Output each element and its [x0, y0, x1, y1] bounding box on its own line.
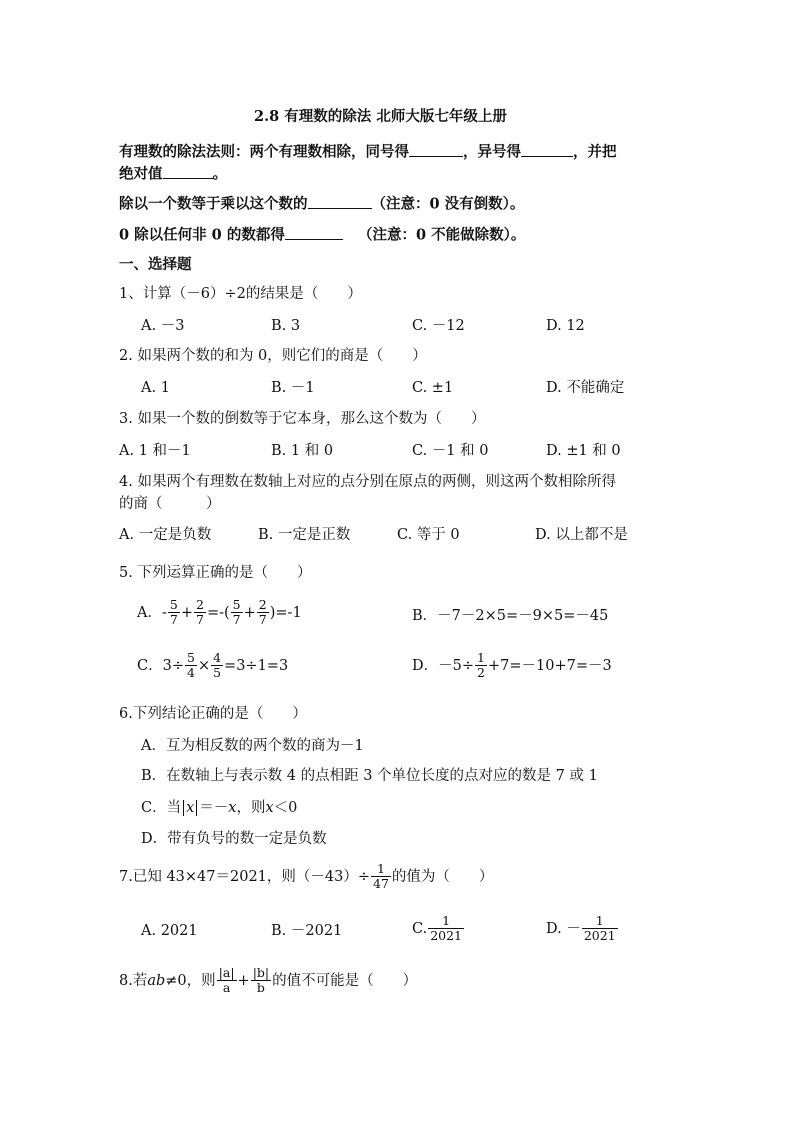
blank-zero[interactable]	[285, 224, 343, 240]
q6-c-label: C．当	[141, 800, 182, 816]
rule-1-text-e: 。	[212, 165, 227, 183]
q6-stem: 6.下列结论正确的是（ ）	[119, 706, 307, 722]
q6-option-d[interactable]: D．带有负号的数一定是负数	[141, 831, 327, 847]
q1-option-b[interactable]: B. 3	[271, 318, 301, 334]
q3-option-a[interactable]: A. 1 和－1	[119, 443, 191, 459]
q7-stem: 7.已知 43×47＝2021，则（－43）÷ $\frac{1}{47}$ 的值为（ ）	[119, 861, 494, 892]
blank-same-sign[interactable]	[409, 141, 463, 157]
q5-a-minus: -	[161, 604, 167, 621]
q1-option-c[interactable]: C. －12	[412, 318, 465, 334]
q2-option-d[interactable]: D. 不能确定	[546, 380, 625, 396]
q2-option-b[interactable]: B. －1	[271, 380, 315, 396]
rule-1-text-c: ，并把	[573, 143, 617, 161]
q5-a-frac-3: $\frac{5}{7}$	[232, 597, 241, 628]
q5-d-label: D．－5÷	[412, 657, 475, 674]
section-heading: 一、选择题	[119, 256, 192, 273]
q5-c-frac-2: $\frac{4}{5}$	[213, 650, 222, 681]
q7-option-b[interactable]: B. －2021	[271, 923, 343, 939]
q4-stem-line2: 的商（ ）	[119, 496, 221, 512]
rule-1-text-d: 绝对值	[119, 165, 163, 183]
rule-1-text-a: 有理数的除法法则：两个有理数相除，同号得	[119, 143, 409, 161]
q4-option-b[interactable]: B. 一定是正数	[258, 527, 351, 543]
q6-option-a[interactable]: A．互为相反数的两个数的商为－1	[141, 738, 364, 754]
q3-option-d[interactable]: D. ±1 和 0	[546, 443, 621, 459]
q7-option-d[interactable]: D. － $\frac{1}{2021}$	[546, 913, 616, 944]
q5-c-frac-1: $\frac{5}{4}$	[186, 650, 195, 681]
rule-1-cont	[119, 163, 227, 183]
q7-option-a[interactable]: A. 2021	[141, 923, 198, 939]
q2-option-c[interactable]: C. ±1	[412, 380, 454, 396]
q1-option-a[interactable]: A. －3	[141, 318, 185, 334]
q5-a-frac-4: $\frac{2}{7}$	[258, 597, 267, 628]
q1-option-d[interactable]: D. 12	[546, 318, 585, 334]
rule-3-text-b: （注意：0 不能做除数）。	[357, 226, 526, 244]
rule-2-text-a: 除以一个数等于乘以这个数的	[119, 195, 308, 213]
q2-stem: 2. 如果两个数的和为 0，则它们的商是（ ）	[119, 348, 427, 364]
rule-2-text-b: （注意：0 没有倒数）。	[371, 195, 525, 213]
q6-c-abs: x	[183, 800, 197, 816]
blank-abs[interactable]	[163, 163, 213, 179]
q8-stem: 8.若ab≠0，则 $\frac{|a|}{a}$ + $\frac{|b|}{b}$ 的值不可能是（ ）	[119, 965, 418, 996]
q5-stem: 5. 下列运算正确的是（ ）	[119, 565, 312, 581]
rule-3	[119, 224, 525, 244]
q5-option-a[interactable]: A．- $\frac{5}{7}$ + $\frac{2}{7}$ =-( $\frac{5}{7}$ + $\frac{2}{7}$ )=-1	[137, 597, 302, 628]
q5-option-c[interactable]: C．3÷ $\frac{5}{4}$ × $\frac{4}{5}$ =3÷1=3	[137, 650, 289, 681]
q4-option-d[interactable]: D. 以上都不是	[535, 527, 628, 543]
q8-frac-2: $\frac{|b|}{b}$	[252, 965, 270, 996]
q7-option-c[interactable]: C. $\frac{1}{2021}$	[412, 913, 462, 944]
q4-option-a[interactable]: A. 一定是负数	[119, 527, 212, 543]
q8-frac-1: $\frac{|a|}{a}$	[218, 965, 235, 996]
q5-option-d[interactable]: D．－5÷ $\frac{1}{2}$ +7=－10+7=－3	[412, 650, 612, 681]
q7-d-frac: $\frac{1}{2021}$	[583, 913, 616, 944]
q7-stem-frac: $\frac{1}{47}$	[373, 861, 389, 892]
q5-option-b[interactable]: B．－7－2×5=－9×5=－45	[412, 608, 609, 624]
q4-stem-line1: 4. 如果两个有理数在数轴上对应的点分别在原点的两侧，则这两个数相除所得	[119, 474, 616, 490]
q3-option-c[interactable]: C. －1 和 0	[412, 443, 489, 459]
rule-3-text-a: 0 除以任何非 0 的数都得	[119, 226, 285, 244]
q3-option-b[interactable]: B. 1 和 0	[271, 443, 334, 459]
q4-option-c[interactable]: C. 等于 0	[397, 527, 460, 543]
q5-a-frac-1: $\frac{5}{7}$	[169, 597, 178, 628]
rule-1-text-b: ，异号得	[463, 143, 521, 161]
q5-c-label: C．3÷	[137, 657, 184, 674]
q5-a-frac-2: $\frac{2}{7}$	[196, 597, 204, 628]
rule-1	[119, 141, 617, 161]
q3-stem: 3. 如果一个数的倒数等于它本身，那么这个数为（ ）	[119, 411, 486, 427]
q6-option-c[interactable]: C．当 x ＝－x，则x＜0	[141, 800, 298, 816]
q5-d-frac: $\frac{1}{2}$	[477, 650, 485, 681]
rule-2	[119, 193, 524, 213]
blank-diff-sign[interactable]	[521, 141, 573, 157]
q5-a-label: A．	[137, 604, 162, 621]
blank-reciprocal[interactable]	[308, 193, 372, 209]
q7-c-frac: $\frac{1}{2021}$	[430, 913, 462, 944]
q1-stem: 1、计算（－6）÷2的结果是（ ）	[119, 286, 362, 302]
q6-option-b[interactable]: B．在数轴上与表示数 4 的点相距 3 个单位长度的点对应的数是 7 或 1	[141, 768, 598, 784]
q2-option-a[interactable]: A. 1	[141, 380, 170, 396]
page-title: 2.8 有理数的除法 北师大版七年级上册	[254, 108, 507, 125]
